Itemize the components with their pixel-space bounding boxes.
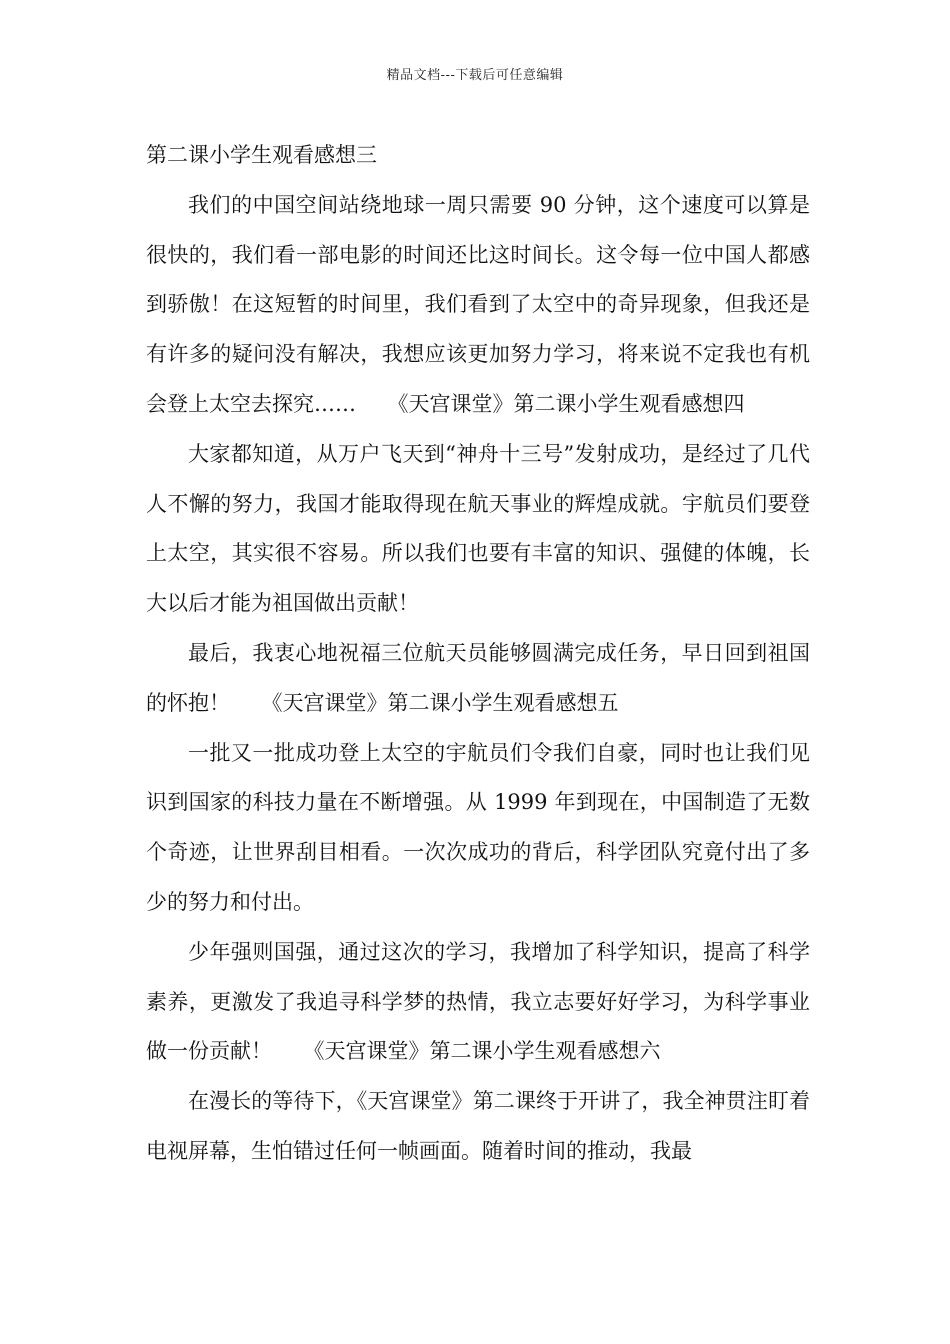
paragraph: 在漫长的等待下，《天宫课堂》第二课终于开讲了，我全神贯注盯着电视屏幕，生怕错过任何一帧画面。随着时间的推动，我最 [146,1089,810,1163]
paragraph: 少年强则国强，通过这次的学习，我增加了科学知识，提高了科学素养，更激发了我追寻科学梦的热情，我立志要好好学习，为科学事业做一份贡献！ 《天宫课堂》第二课小学生观看感想六 [146,939,810,1064]
paragraph: 最后，我衷心地祝福三位航天员能够圆满完成任务，早日回到祖国的怀抱！ 《天宫课堂》第二课小学生观看感想五 [146,640,810,715]
paragraph: 我们的中国空间站绕地球一周只需要 90 分钟，这个速度可以算是很快的，我们看一部电影的时间还比这时间长。这令每一位中国人都感到骄傲！在这短暂的时间里，我们看到了太空中的奇异现象，但我还是有许多的疑问没有解决，我想应该更加努力学习，将来说不定我也有机会登上太空去探究…… 《天宫课堂》第二课小学生观看感想四 [146,192,810,416]
paragraph: 一批又一批成功登上太空的宇航员们令我们自豪，同时也让我们见识到国家的科技力量在不断增强。从 1999 年到现在，中国制造了无数个奇迹，让世界刮目相看。一次次成功的背后，科学团队究竟付出了多少的努力和付出。 [146,740,810,914]
page-header: 精品文档---下载后可任意编辑 [386,68,564,83]
paragraph: 大家都知道，从万户飞天到“神舟十三号”发射成功，是经过了几代人不懈的努力，我国才能取得现在航天事业的辉煌成就。宇航员们要登上太空，其实很不容易。所以我们也要有丰富的知识、强健的体魄，长大以后才能为祖国做出贡献！ [146,441,810,616]
paragraph-heading-3: 第二课小学生观看感想三 [146,143,377,167]
document-body [146,131,810,1177]
